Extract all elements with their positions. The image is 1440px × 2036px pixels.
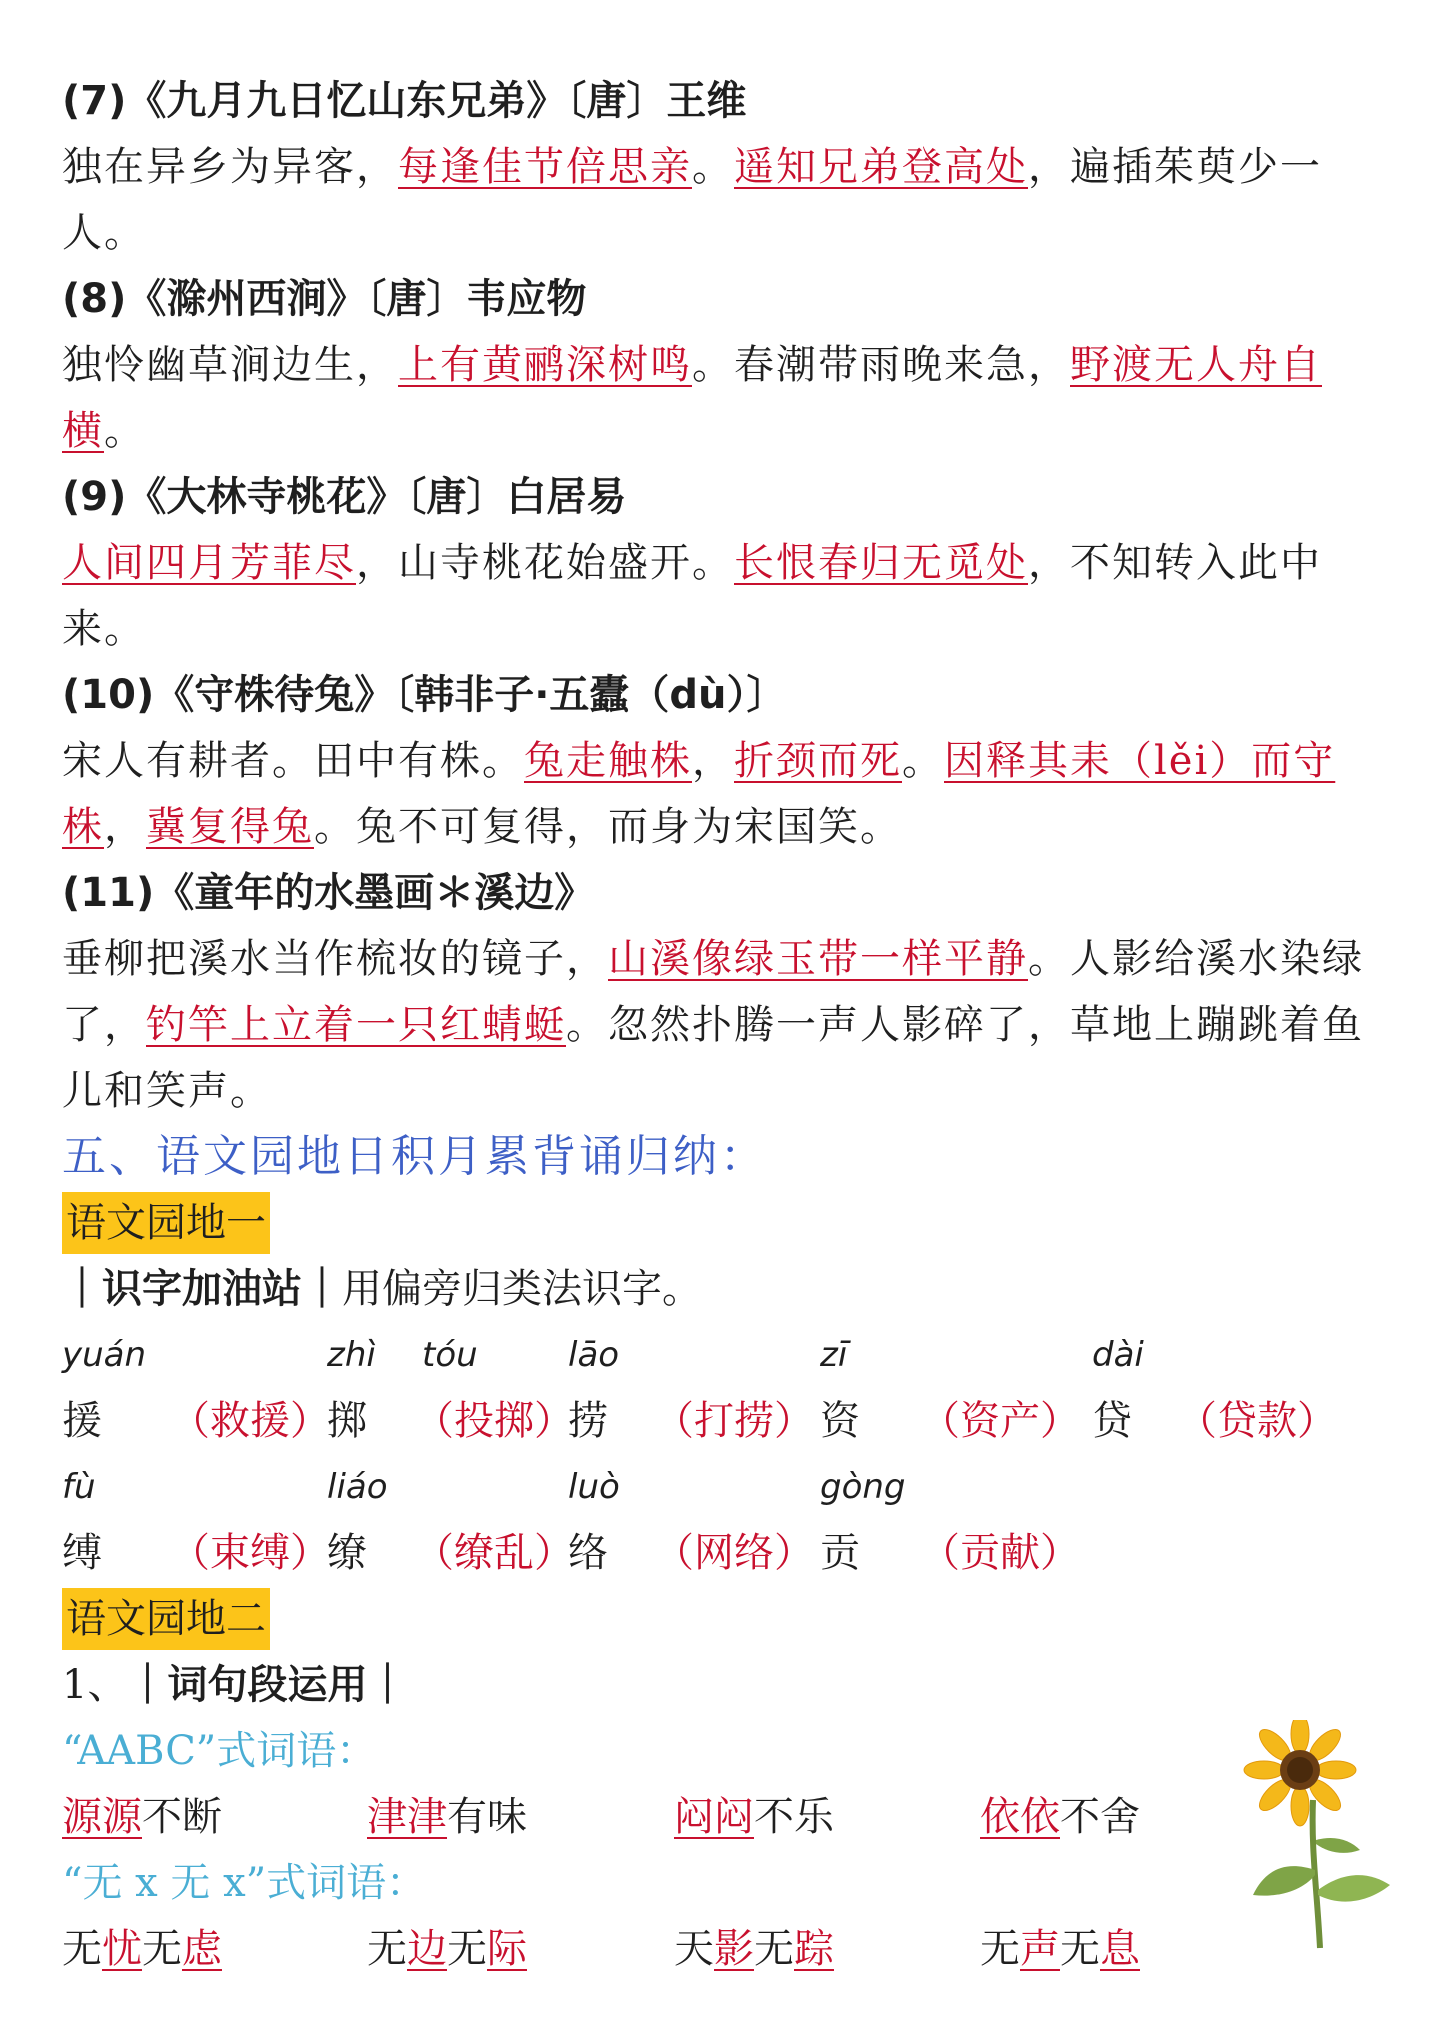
wuxwux-word: 天影无踪 <box>674 1926 834 1972</box>
aabc-label: “AABC”式词语： <box>62 1728 377 1774</box>
poem-title: (11)《童年的水墨画＊溪边》 <box>62 870 595 916</box>
sunflower-icon <box>1225 1720 1400 1950</box>
poem-text <box>62 926 1392 1124</box>
pinyin: dài <box>1092 1335 1144 1375</box>
wuxwux-word: 无声无息 <box>980 1926 1140 1972</box>
character: 捞 <box>568 1398 608 1444</box>
garden-2-subhead <box>62 1652 1392 1718</box>
section-title: 五、语文园地日积月累背诵归纳： <box>62 1131 767 1182</box>
poem-text <box>62 134 1392 266</box>
highlighted-phrase: 因释其耒（lěi）而守株 <box>62 738 1336 850</box>
char-row-2 <box>62 1520 1392 1586</box>
garden-1-subhead-bold: ｜识字加油站｜ <box>62 1266 342 1312</box>
plain-text: 独怜幽草涧边生， <box>62 342 398 388</box>
garden-1-label: 语文园地一 <box>62 1192 270 1254</box>
aabc-word: 依依不舍 <box>980 1794 1140 1840</box>
wuxwux-word: 无忧无虑 <box>62 1926 222 1972</box>
highlighted-phrase: 钓竿上立着一只红蜻蜓 <box>146 1002 566 1048</box>
pinyin: gòng <box>820 1467 906 1507</box>
plain-text: 宋人有耕者。田中有株。 <box>62 738 524 784</box>
garden-1 <box>62 1190 1392 1586</box>
pinyin: yuán <box>62 1335 147 1375</box>
poem-title: (7)《九月九日忆山东兄弟》〔唐〕王维 <box>62 78 747 124</box>
poem-title: (10)《守株待兔》〔韩非子·五蠹（dù）〕 <box>62 672 787 718</box>
garden-2-label: 语文园地二 <box>62 1588 270 1650</box>
plain-text: ， <box>692 738 734 784</box>
aabc-word: 源源不断 <box>62 1794 222 1840</box>
garden-1-subhead-text: 用偏旁归类法识字。 <box>342 1266 702 1312</box>
character: 络 <box>568 1530 608 1576</box>
plain-text: ，山寺桃花始盛开。 <box>356 540 734 586</box>
character: 缚 <box>62 1530 102 1576</box>
highlighted-phrase: 折颈而死 <box>734 738 902 784</box>
garden-2-subhead-bold: ｜词句段运用｜ <box>127 1662 408 1708</box>
word: （贷款） <box>1177 1398 1337 1444</box>
garden-1-subhead <box>62 1256 1392 1322</box>
poem-title: (9)《大林寺桃花》〔唐〕白居易 <box>62 474 627 520</box>
poem-text <box>62 530 1392 662</box>
plain-text: 。兔不可复得，而身为宋国笑。 <box>314 804 902 850</box>
plain-text: 。忽然扑腾一声人影碎了，草地上蹦跳着鱼儿和笑声。 <box>62 1002 1364 1114</box>
plain-text: 垂柳把溪水当作梳妆的镜子， <box>62 936 608 982</box>
pinyin: zī <box>820 1335 848 1375</box>
poem-title: (8)《滁州西涧》〔唐〕韦应物 <box>62 276 587 322</box>
aabc-row <box>62 1784 1392 1850</box>
pinyin-row-2 <box>62 1454 1392 1520</box>
garden-2 <box>62 1586 1392 1982</box>
highlighted-phrase: 长恨春归无觅处 <box>734 540 1028 586</box>
poem-text <box>62 332 1392 464</box>
character: 贡 <box>820 1530 860 1576</box>
character: 缭 <box>327 1530 367 1576</box>
wuxwux-row <box>62 1916 1392 1982</box>
highlighted-phrase: 遥知兄弟登高处 <box>734 144 1028 190</box>
highlighted-phrase: 冀复得兔 <box>146 804 314 850</box>
pinyin: luò <box>568 1467 620 1507</box>
aabc-word: 闷闷不乐 <box>674 1794 834 1840</box>
highlighted-phrase: 野渡无人舟自横 <box>62 342 1322 454</box>
word: （束缚） <box>170 1530 330 1576</box>
plain-text: 。 <box>902 738 944 784</box>
pinyin: liáo <box>327 1467 388 1507</box>
document-page <box>62 68 1392 1982</box>
highlighted-phrase: 人间四月芳菲尽 <box>62 540 356 586</box>
word: （贡献） <box>920 1530 1080 1576</box>
highlighted-phrase: 兔走触株 <box>524 738 692 784</box>
pinyin: fù <box>62 1467 96 1507</box>
word: （投掷） <box>414 1398 574 1444</box>
poem-text <box>62 728 1392 860</box>
character: 贷 <box>1092 1398 1132 1444</box>
word: （网络） <box>654 1530 814 1576</box>
pinyin-row-1 <box>62 1322 1392 1388</box>
character: 掷 <box>327 1398 367 1444</box>
highlighted-phrase: 山溪像绿玉带一样平静 <box>608 936 1028 982</box>
word: （缭乱） <box>414 1530 574 1576</box>
garden-2-subhead-num: 1、 <box>62 1662 128 1708</box>
plain-text: ， <box>104 804 146 850</box>
word: （救援） <box>170 1398 330 1444</box>
pinyin: lāo <box>568 1335 620 1375</box>
plain-text: ，不知转入此中来。 <box>62 540 1322 652</box>
character: 资 <box>820 1398 860 1444</box>
char-row-1 <box>62 1388 1392 1454</box>
word: （资产） <box>920 1398 1080 1444</box>
pinyin: tóu <box>422 1335 478 1375</box>
pinyin: zhì <box>327 1335 376 1375</box>
plain-text: 独在异乡为异客， <box>62 144 398 190</box>
aabc-word: 津津有味 <box>367 1794 527 1840</box>
wuxwux-label: “无 x 无 x”式词语： <box>62 1860 427 1906</box>
wuxwux-word: 无边无际 <box>367 1926 527 1972</box>
highlighted-phrase: 每逢佳节倍思亲 <box>398 144 692 190</box>
plain-text: 。春潮带雨晚来急， <box>692 342 1070 388</box>
plain-text: 。 <box>104 408 146 454</box>
poems-section <box>62 68 1392 1124</box>
word: （打捞） <box>654 1398 814 1444</box>
highlighted-phrase: 上有黄鹂深树鸣 <box>398 342 692 388</box>
plain-text: ，遍插茱萸少一人。 <box>62 144 1322 256</box>
plain-text: 。 <box>692 144 734 190</box>
plain-text: 。人影给溪水染绿了， <box>62 936 1364 1048</box>
character: 援 <box>62 1398 102 1444</box>
